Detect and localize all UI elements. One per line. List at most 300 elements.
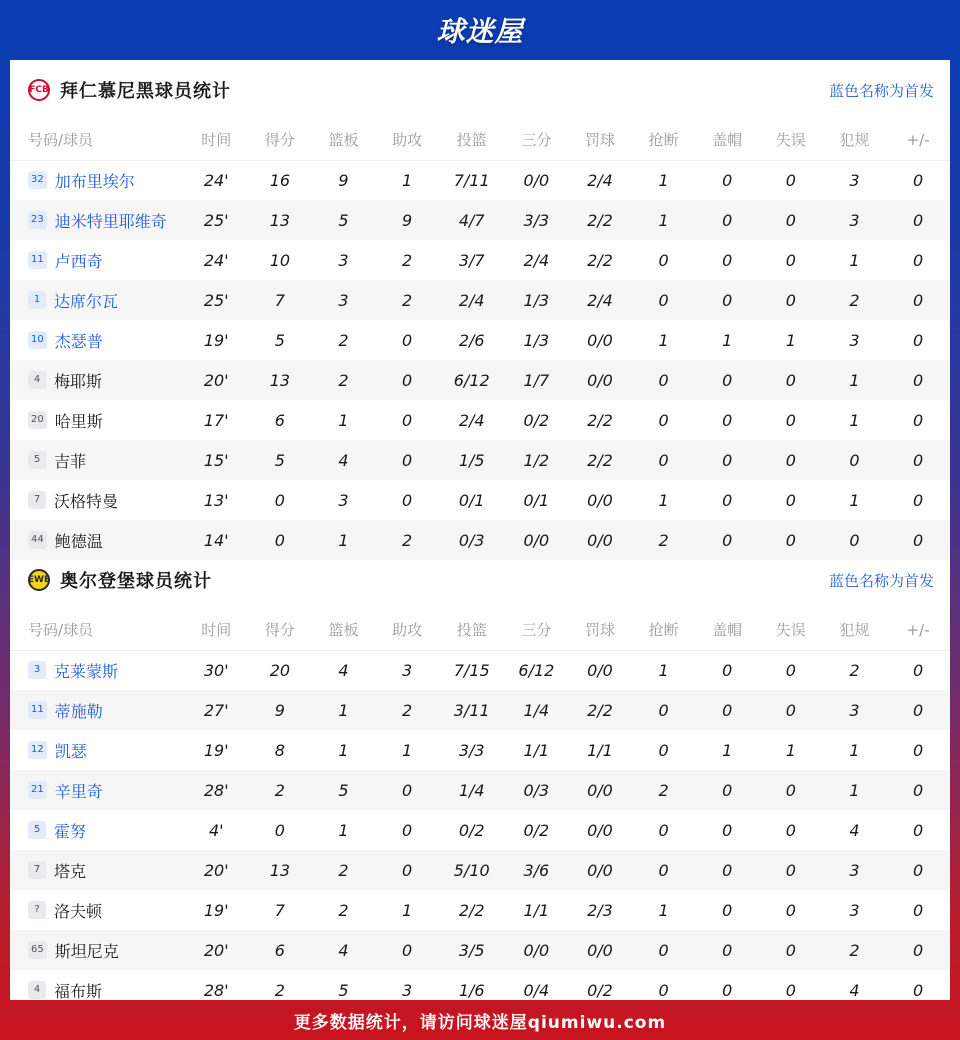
- stat-field-goals: 3/5: [439, 930, 505, 970]
- stat-fouls: 1: [849, 740, 860, 760]
- stat-three-pointers: 3/6: [505, 850, 569, 890]
- column-header-free-throws: 罚球: [568, 120, 632, 160]
- column-header-rebounds: 篮板: [312, 610, 376, 650]
- stat-plus-minus: 0: [886, 520, 950, 560]
- stat-field-goals: 0/3: [439, 520, 505, 560]
- stat-points: 2: [274, 980, 285, 1000]
- stat-assists: 0: [375, 360, 439, 400]
- column-header-time: 时间: [184, 610, 248, 650]
- column-header-field-goals: 投篮: [439, 610, 505, 650]
- stat-plus-minus: 0: [913, 900, 924, 920]
- stat-three-pointers: 0/0: [523, 170, 550, 190]
- stat-blocks: 0: [695, 850, 759, 890]
- stat-steals: 1: [658, 170, 669, 190]
- column-header-three-pointers: 三分: [505, 120, 569, 160]
- stat-steals: 0: [658, 250, 669, 270]
- stat-points: 6: [274, 410, 285, 430]
- table-row[interactable]: [10, 930, 950, 970]
- stat-time: 28': [184, 770, 248, 810]
- table-header-row: [10, 120, 950, 160]
- stat-rebounds: 1: [312, 690, 376, 730]
- column-header-assists: 助攻: [375, 610, 439, 650]
- stat-assists: 0: [375, 930, 439, 970]
- table-row[interactable]: [10, 770, 950, 810]
- player-name-link[interactable]: 加布里埃尔: [54, 171, 135, 191]
- stat-blocks: 0: [722, 490, 733, 510]
- starter-legend: 蓝色名称为首发: [828, 572, 934, 590]
- stat-blocks: 0: [722, 980, 733, 1000]
- stat-blocks: 0: [722, 820, 733, 840]
- stat-assists: 0: [401, 490, 413, 510]
- stat-time: 27': [184, 690, 248, 730]
- jersey-number-badge: 11: [28, 701, 47, 719]
- stat-assists: 0: [375, 440, 439, 480]
- stat-points: 5: [248, 440, 312, 480]
- stat-plus-minus: 0: [913, 250, 924, 270]
- stat-blocks: 0: [722, 900, 733, 920]
- player-cell[interactable]: [10, 690, 184, 730]
- stat-field-goals: 2/4: [439, 280, 505, 320]
- stat-three-pointers: 6/12: [518, 660, 555, 680]
- stat-points: 7: [274, 900, 285, 920]
- stat-assists: 2: [375, 690, 439, 730]
- player-cell[interactable]: [10, 320, 184, 360]
- column-header-points: 得分: [248, 610, 312, 650]
- stat-field-goals: 0/1: [458, 490, 485, 510]
- stat-time: 25': [184, 200, 248, 240]
- stat-time: 19': [203, 900, 229, 920]
- stat-fouls: 1: [849, 410, 860, 430]
- team-header: [10, 60, 950, 120]
- stat-points: 5: [274, 330, 285, 350]
- stat-free-throws: 0/0: [587, 490, 613, 510]
- column-header-assists: 助攻: [375, 120, 439, 160]
- stat-blocks: 0: [695, 690, 759, 730]
- jersey-number-badge: 3: [28, 661, 46, 679]
- stat-three-pointers: 1/1: [523, 740, 550, 760]
- player-name-link[interactable]: 蒂施勒: [54, 701, 103, 721]
- column-header-steals: 抢断: [632, 610, 696, 650]
- stat-turnovers: 0: [759, 770, 823, 810]
- stat-plus-minus: 0: [886, 690, 950, 730]
- stat-free-throws: 0/0: [587, 820, 613, 840]
- stat-three-pointers: 1/4: [505, 690, 569, 730]
- stat-turnovers: 0: [759, 520, 823, 560]
- stat-time: 20': [184, 930, 248, 970]
- stat-turnovers: 0: [785, 170, 796, 190]
- stat-rebounds: 1: [338, 740, 349, 760]
- table-row[interactable]: [10, 690, 950, 730]
- stat-three-pointers: 0/0: [505, 520, 569, 560]
- bayern-crest-icon: FCB: [28, 79, 50, 101]
- stat-steals: 0: [632, 440, 696, 480]
- player-name-link[interactable]: 梅耶斯: [54, 371, 103, 391]
- player-name-link[interactable]: 凯瑟: [54, 741, 87, 761]
- stat-fouls: 1: [849, 250, 860, 270]
- stat-time: 13': [203, 490, 229, 510]
- stat-three-pointers: 1/3: [505, 280, 569, 320]
- stat-steals: 0: [658, 820, 669, 840]
- stat-time: 20': [184, 360, 248, 400]
- stat-free-throws: 0/0: [587, 660, 613, 680]
- stat-steals: 1: [658, 330, 669, 350]
- stat-plus-minus: 0: [913, 330, 924, 350]
- stat-points: 0: [274, 490, 285, 510]
- player-name-link[interactable]: 哈里斯: [54, 411, 103, 431]
- table-row[interactable]: [10, 360, 950, 400]
- stat-rebounds: 4: [312, 440, 376, 480]
- stat-fouls: 1: [823, 360, 887, 400]
- stat-fouls: 0: [823, 440, 887, 480]
- team-section-oldenburg: [10, 550, 950, 1010]
- stat-points: 0: [274, 820, 285, 840]
- table-row[interactable]: [10, 320, 950, 360]
- stat-turnovers: 0: [785, 820, 796, 840]
- team-section-bayern: [10, 60, 950, 560]
- player-cell[interactable]: [10, 730, 184, 770]
- stat-blocks: 0: [722, 170, 733, 190]
- jersey-number-badge: 7: [28, 491, 46, 509]
- player-cell[interactable]: [10, 850, 184, 890]
- stat-plus-minus: 0: [913, 490, 924, 510]
- stat-three-pointers: 0/2: [523, 820, 550, 840]
- stat-turnovers: 1: [785, 330, 796, 350]
- stat-points: 0: [248, 520, 312, 560]
- player-name-link[interactable]: 鲍德温: [54, 531, 103, 551]
- jersey-number-badge: ?: [28, 901, 46, 919]
- stat-three-pointers: 0/4: [523, 980, 550, 1000]
- stat-points: 13: [248, 360, 312, 400]
- table-row[interactable]: [10, 160, 950, 200]
- starter-legend: 蓝色名称为首发: [828, 82, 934, 100]
- stat-rebounds: 2: [312, 360, 376, 400]
- stat-turnovers: 0: [759, 440, 823, 480]
- stat-field-goals: 3/3: [458, 740, 485, 760]
- stat-steals: 2: [632, 520, 696, 560]
- player-stats-table: [10, 610, 950, 1010]
- stat-time: 28': [203, 980, 229, 1000]
- player-cell[interactable]: [10, 200, 184, 240]
- stats-panel: [10, 60, 950, 1000]
- stat-three-pointers: 2/4: [523, 250, 550, 270]
- stat-assists: 2: [375, 280, 439, 320]
- stat-time: 4': [208, 820, 224, 840]
- jersey-number-badge: 23: [28, 211, 47, 229]
- team-header: [10, 550, 950, 610]
- footer-banner[interactable]: [0, 1000, 960, 1040]
- stat-blocks: 0: [695, 770, 759, 810]
- jersey-number-badge: 5: [28, 821, 46, 839]
- player-name-link[interactable]: 福布斯: [54, 981, 103, 1001]
- stat-points: 6: [248, 930, 312, 970]
- stat-rebounds: 5: [312, 200, 376, 240]
- stat-fouls: 1: [823, 770, 887, 810]
- stat-field-goals: 1/5: [439, 440, 505, 480]
- stat-free-throws: 0/2: [587, 980, 613, 1000]
- stat-time: 24': [203, 170, 229, 190]
- stat-free-throws: 2/4: [568, 280, 632, 320]
- player-name-link[interactable]: 塔克: [54, 861, 87, 881]
- stat-turnovers: 0: [785, 410, 796, 430]
- stat-free-throws: 0/0: [568, 850, 632, 890]
- stat-field-goals: 3/11: [439, 690, 505, 730]
- table-row[interactable]: [10, 890, 950, 930]
- column-header-turnovers: 失误: [759, 120, 823, 160]
- player-cell[interactable]: [10, 480, 184, 520]
- stat-three-pointers: 0/1: [523, 490, 550, 510]
- stat-turnovers: 1: [785, 740, 796, 760]
- player-name-link[interactable]: 斯坦尼克: [54, 941, 119, 961]
- column-header-fouls: 犯规: [823, 120, 887, 160]
- stat-free-throws: 0/0: [587, 330, 613, 350]
- stat-time: 14': [184, 520, 248, 560]
- stat-field-goals: 2/4: [458, 410, 485, 430]
- player-cell[interactable]: [10, 160, 184, 200]
- player-stats-table: [10, 120, 950, 560]
- stat-rebounds: 2: [338, 900, 349, 920]
- stat-free-throws: 0/0: [568, 360, 632, 400]
- stat-blocks: 0: [695, 520, 759, 560]
- player-cell[interactable]: [10, 440, 184, 480]
- stat-time: 24': [203, 250, 229, 270]
- table-row[interactable]: [10, 400, 950, 440]
- column-header-player: 号码/球员: [10, 610, 184, 650]
- jersey-number-badge: 11: [28, 251, 47, 269]
- player-name-link[interactable]: 沃格特曼: [54, 491, 119, 511]
- player-name-link[interactable]: 卢西奇: [54, 251, 103, 271]
- table-header-row: [10, 610, 950, 650]
- table-row[interactable]: [10, 280, 950, 320]
- stat-points: 10: [269, 250, 291, 270]
- stat-points: 13: [248, 200, 312, 240]
- stat-steals: 1: [658, 490, 669, 510]
- stat-turnovers: 0: [785, 660, 796, 680]
- stat-fouls: 4: [849, 820, 860, 840]
- stat-blocks: 0: [695, 440, 759, 480]
- table-row[interactable]: [10, 850, 950, 890]
- player-name-link[interactable]: 杰瑟普: [54, 331, 103, 351]
- stat-field-goals: 6/12: [439, 360, 505, 400]
- stat-three-pointers: 0/0: [505, 930, 569, 970]
- stat-three-pointers: 3/3: [505, 200, 569, 240]
- stat-assists: 0: [375, 850, 439, 890]
- stat-plus-minus: 0: [886, 280, 950, 320]
- player-name-link[interactable]: 克莱蒙斯: [54, 661, 119, 681]
- player-cell[interactable]: [10, 770, 184, 810]
- stat-blocks: 0: [722, 250, 733, 270]
- stat-rebounds: 3: [312, 280, 376, 320]
- table-row[interactable]: [10, 200, 950, 240]
- stat-time: 30': [203, 660, 229, 680]
- stat-fouls: 3: [849, 900, 860, 920]
- stat-time: 20': [184, 850, 248, 890]
- stat-field-goals: 3/7: [458, 250, 485, 270]
- jersey-number-badge: 10: [28, 331, 47, 349]
- stat-rebounds: 9: [338, 170, 349, 190]
- stat-blocks: 0: [695, 280, 759, 320]
- stat-points: 8: [274, 740, 285, 760]
- stat-assists: 0: [375, 770, 439, 810]
- player-cell[interactable]: [10, 930, 184, 970]
- column-header-free-throws: 罚球: [568, 610, 632, 650]
- stat-time: 19': [203, 330, 229, 350]
- table-row[interactable]: [10, 810, 950, 850]
- stat-points: 13: [248, 850, 312, 890]
- stat-steals: 1: [658, 660, 669, 680]
- stat-turnovers: 0: [759, 360, 823, 400]
- stat-free-throws: 0/0: [568, 770, 632, 810]
- stat-fouls: 4: [849, 980, 860, 1000]
- stat-free-throws: 2/2: [568, 200, 632, 240]
- jersey-number-badge: 32: [28, 171, 47, 189]
- player-name-link[interactable]: 达席尔瓦: [54, 291, 119, 311]
- stat-turnovers: 0: [759, 280, 823, 320]
- player-cell[interactable]: [10, 650, 184, 690]
- stat-rebounds: 1: [312, 520, 376, 560]
- column-header-plus-minus: +/-: [886, 120, 950, 160]
- stat-fouls: 0: [823, 520, 887, 560]
- stat-fouls: 3: [823, 690, 887, 730]
- stat-steals: 0: [632, 280, 696, 320]
- stat-rebounds: 2: [338, 330, 349, 350]
- stat-assists: 1: [401, 900, 413, 920]
- stat-assists: 2: [401, 250, 413, 270]
- player-cell[interactable]: [10, 240, 184, 280]
- stat-turnovers: 0: [785, 900, 796, 920]
- stat-rebounds: 5: [312, 770, 376, 810]
- table-row[interactable]: [10, 480, 950, 520]
- stat-free-throws: 2/4: [587, 170, 613, 190]
- stat-assists: 3: [401, 980, 413, 1000]
- stat-field-goals: 7/11: [453, 170, 490, 190]
- table-row[interactable]: [10, 730, 950, 770]
- player-cell[interactable]: [10, 280, 184, 320]
- stat-steals: 0: [632, 690, 696, 730]
- stat-blocks: 0: [695, 360, 759, 400]
- player-cell[interactable]: [10, 360, 184, 400]
- stat-blocks: 1: [722, 740, 733, 760]
- stat-blocks: 0: [695, 930, 759, 970]
- stat-steals: 0: [658, 410, 669, 430]
- player-name-link[interactable]: 霍努: [54, 821, 87, 841]
- stat-points: 16: [269, 170, 291, 190]
- column-header-points: 得分: [248, 120, 312, 160]
- stat-rebounds: 3: [338, 490, 349, 510]
- table-row[interactable]: [10, 650, 950, 690]
- jersey-number-badge: 1: [28, 291, 46, 309]
- stat-plus-minus: 0: [913, 740, 924, 760]
- player-name-link[interactable]: 迪米特里耶维奇: [54, 211, 167, 231]
- stat-fouls: 3: [823, 850, 887, 890]
- stat-turnovers: 0: [785, 490, 796, 510]
- player-cell[interactable]: [10, 810, 184, 850]
- column-header-turnovers: 失误: [759, 610, 823, 650]
- column-header-time: 时间: [184, 120, 248, 160]
- player-name-link[interactable]: 洛夫顿: [54, 901, 103, 921]
- stat-steals: 0: [632, 850, 696, 890]
- stat-steals: 1: [658, 900, 669, 920]
- stat-time: 17': [203, 410, 229, 430]
- stat-steals: 0: [632, 930, 696, 970]
- stat-turnovers: 0: [785, 980, 796, 1000]
- stat-assists: 1: [401, 740, 413, 760]
- column-header-fouls: 犯规: [823, 610, 887, 650]
- stat-rebounds: 5: [338, 980, 349, 1000]
- stat-plus-minus: 0: [886, 930, 950, 970]
- stat-turnovers: 0: [759, 200, 823, 240]
- stat-time: 25': [184, 280, 248, 320]
- stat-plus-minus: 0: [886, 200, 950, 240]
- player-cell[interactable]: [10, 400, 184, 440]
- stat-field-goals: 0/2: [458, 820, 485, 840]
- player-name-link[interactable]: 辛里奇: [54, 781, 103, 801]
- stat-time: 15': [184, 440, 248, 480]
- stat-blocks: 1: [722, 330, 733, 350]
- site-logo[interactable]: 球迷屋: [436, 15, 524, 48]
- jersey-number-badge: 12: [28, 741, 47, 759]
- stat-plus-minus: 0: [886, 770, 950, 810]
- stat-field-goals: 1/6: [458, 980, 485, 1000]
- stat-field-goals: 2/6: [458, 330, 485, 350]
- footer-link-text[interactable]: 更多数据统计，请访问球迷屋qiumiwu.com: [293, 1012, 667, 1033]
- stat-three-pointers: 0/2: [523, 410, 550, 430]
- stat-assists: 3: [401, 660, 413, 680]
- stat-field-goals: 5/10: [439, 850, 505, 890]
- stat-points: 2: [248, 770, 312, 810]
- stat-assists: 9: [375, 200, 439, 240]
- stat-turnovers: 0: [759, 850, 823, 890]
- stat-points: 7: [248, 280, 312, 320]
- stat-three-pointers: 1/7: [505, 360, 569, 400]
- stat-points: 9: [248, 690, 312, 730]
- stat-assists: 1: [401, 170, 413, 190]
- jersey-number-badge: 21: [28, 781, 47, 799]
- stat-fouls: 1: [849, 490, 860, 510]
- stat-assists: 0: [401, 820, 413, 840]
- jersey-number-badge: 4: [28, 981, 46, 999]
- stat-turnovers: 0: [759, 690, 823, 730]
- stat-plus-minus: 0: [886, 360, 950, 400]
- jersey-number-badge: 65: [28, 941, 47, 959]
- table-row[interactable]: [10, 240, 950, 280]
- site-header: [0, 0, 960, 60]
- player-name-link[interactable]: 吉菲: [54, 451, 87, 471]
- table-row[interactable]: [10, 440, 950, 480]
- oldenburg-crest-icon: EWE: [28, 569, 50, 591]
- stat-assists: 0: [401, 410, 413, 430]
- column-header-steals: 抢断: [632, 120, 696, 160]
- stat-free-throws: 0/0: [568, 930, 632, 970]
- stat-plus-minus: 0: [913, 410, 924, 430]
- stat-steals: 0: [658, 980, 669, 1000]
- column-header-rebounds: 篮板: [312, 120, 376, 160]
- column-header-blocks: 盖帽: [695, 610, 759, 650]
- player-cell[interactable]: [10, 890, 184, 930]
- stat-steals: 1: [632, 200, 696, 240]
- column-header-field-goals: 投篮: [439, 120, 505, 160]
- stat-fouls: 3: [849, 170, 860, 190]
- jersey-number-badge: 4: [28, 371, 46, 389]
- stat-steals: 0: [632, 360, 696, 400]
- stat-fouls: 2: [849, 660, 860, 680]
- stat-assists: 0: [401, 330, 413, 350]
- stat-plus-minus: 0: [913, 980, 924, 1000]
- stat-blocks: 0: [695, 200, 759, 240]
- stat-field-goals: 7/15: [453, 660, 490, 680]
- stat-free-throws: 2/2: [587, 410, 613, 430]
- stat-three-pointers: 1/1: [523, 900, 550, 920]
- stat-plus-minus: 0: [913, 820, 924, 840]
